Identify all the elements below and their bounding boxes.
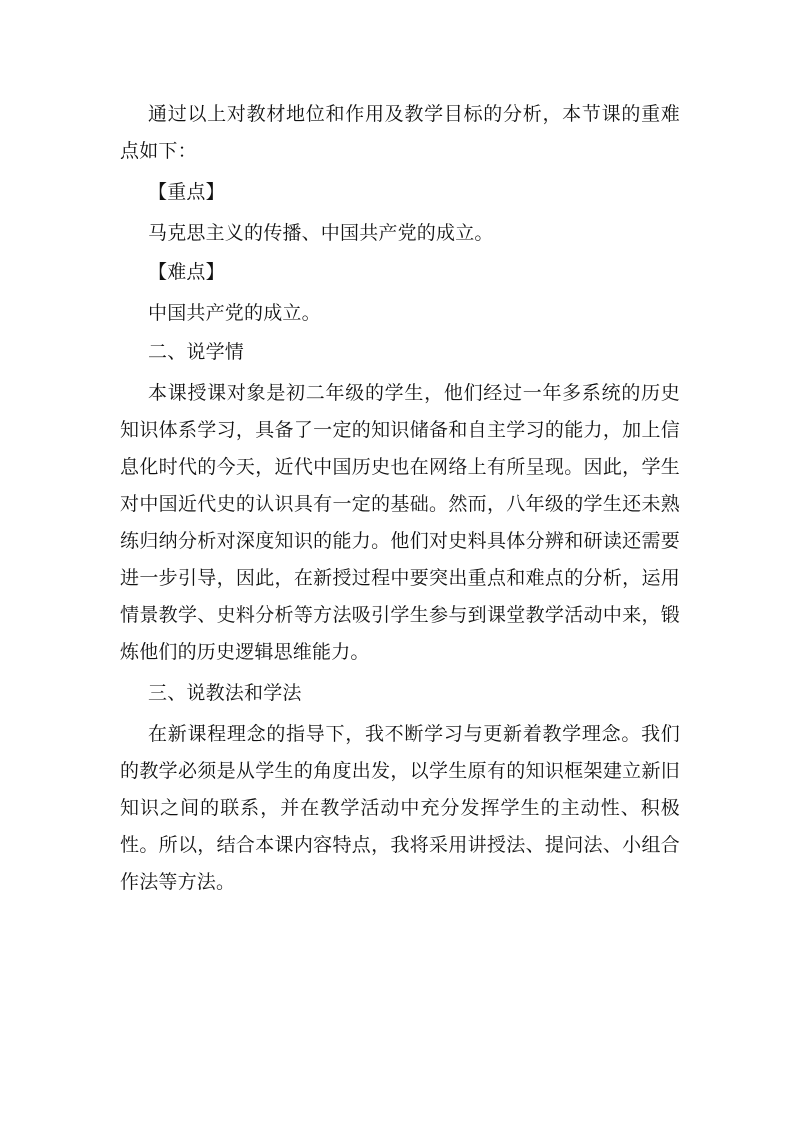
difficult-point-text: 中国共产党的成立。: [148, 302, 321, 324]
student-analysis-heading: 二、说学情: [148, 341, 245, 363]
key-point-text: 马克思主义的传播、中国共产党的成立。: [148, 222, 494, 244]
difficult-point-heading: 【难点】: [148, 261, 225, 283]
key-point-heading: 【重点】: [148, 181, 225, 203]
teaching-methods-heading: 三、说教法和学法: [148, 682, 302, 704]
document-body: [120, 96, 680, 905]
student-analysis-paragraph: 本课授课对象是初二年级的学生，他们经过一年多系统的历史知识体系学习，具备了一定的知识储备和自主学习的能力，加上信息化时代的今天，近代中国历史也在网络上有所呈现。因此，学生对中国近代史的认识具有一定的基础。然而，八年级的学生还未熟练归纳分析对深度知识的能力。他们对史料具体分辨和研读还需要进一步引导，因此，在新授过程中要突出重点和难点的分析，运用情景教学、史料分析等方法吸引学生参与到课堂教学活动中来，锻炼他们的历史逻辑思维能力。: [120, 382, 680, 663]
teaching-methods-paragraph: 在新课程理念的指导下，我不断学习与更新着教学理念。我们的教学必须是从学生的角度出发，以学生原有的知识框架建立新旧知识之间的联系，并在教学活动中充分发挥学生的主动性、积极性。所以，结合本课内容特点，我将采用讲授法、提问法、小组合作法等方法。: [120, 723, 680, 893]
intro-paragraph: 通过以上对教材地位和作用及教学目标的分析，本节课的重难点如下：: [120, 103, 680, 162]
